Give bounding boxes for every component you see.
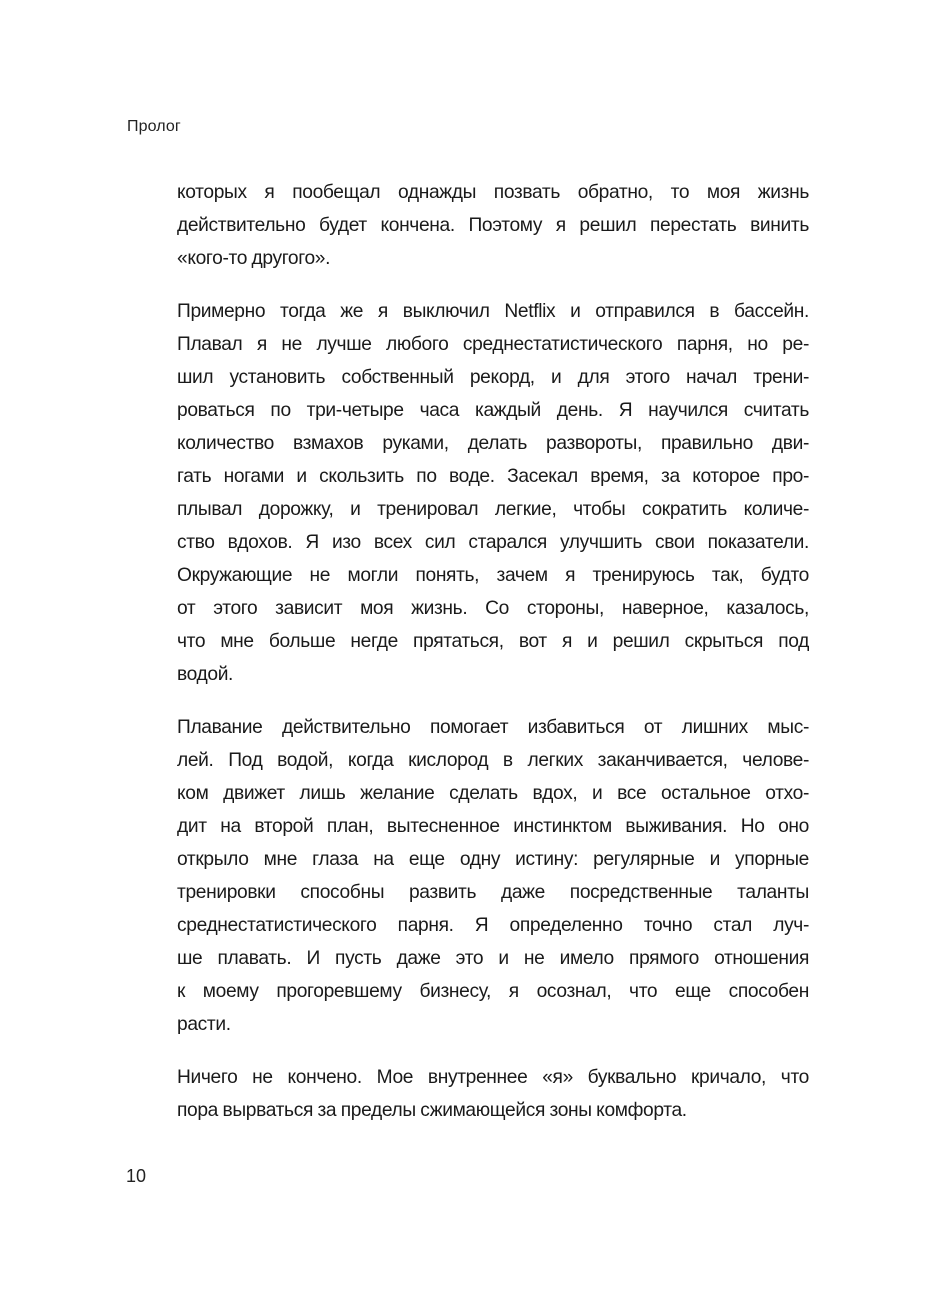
- text-line: дит на второй план, вытесненное инстинктом выживания. Но оно: [177, 816, 809, 837]
- text-line: Плавал я не лучше любого среднестатистического парня, но ре-: [177, 334, 809, 355]
- text-line: от этого зависит моя жизнь. Со стороны, наверное, казалось,: [177, 598, 809, 619]
- text-line: Ничего не кончено. Мое внутреннее «я» буквально кричало, что: [177, 1067, 809, 1088]
- paragraph: [177, 711, 809, 1041]
- text-line: пора вырваться за пределы сжимающейся зоны комфорта.: [177, 1100, 687, 1121]
- text-line: расти.: [177, 1014, 231, 1035]
- text-line: «кого-то другого».: [177, 248, 331, 269]
- text-line: тренировки способны развить даже посредственные таланты: [177, 882, 809, 903]
- text-line: которых я пообещал однажды позвать обратно, то моя жизнь: [177, 182, 809, 203]
- paragraph: [177, 295, 809, 691]
- text-line: количество взмахов руками, делать развороты, правильно дви-: [177, 433, 809, 454]
- text-line: ше плавать. И пусть даже это и не имело прямого отношения: [177, 948, 809, 969]
- page-number: 10: [126, 1166, 147, 1186]
- paragraph: [177, 1061, 809, 1127]
- text-line: роваться по три-четыре часа каждый день. Я научился считать: [177, 400, 809, 421]
- text-line: плывал дорожку, и тренировал легкие, чтобы сократить количе-: [177, 499, 809, 520]
- text-line: гать ногами и скользить по воде. Засекал время, за которое про-: [177, 466, 809, 487]
- text-line: лей. Под водой, когда кислород в легких заканчивается, челове-: [177, 750, 809, 771]
- running-head: Пролог: [127, 118, 181, 135]
- text-line: к моему прогоревшему бизнесу, я осознал, что еще способен: [177, 981, 809, 1002]
- text-line: что мне больше негде прятаться, вот я и решил скрыться под: [177, 631, 809, 652]
- text-line: ком движет лишь желание сделать вдох, и все остальное отхо-: [177, 783, 809, 804]
- body-text: [177, 176, 809, 1147]
- text-line: ство вдохов. Я изо всех сил старался улучшить свои показатели.: [177, 532, 809, 553]
- paragraph: [177, 176, 809, 275]
- text-line: Окружающие не могли понять, зачем я тренируюсь так, будто: [177, 565, 809, 586]
- text-line: Примерно тогда же я выключил Netflix и отправился в бассейн.: [177, 301, 809, 322]
- text-line: открыло мне глаза на еще одну истину: регулярные и упорные: [177, 849, 809, 870]
- text-line: среднестатистического парня. Я определенно точно стал луч-: [177, 915, 809, 936]
- text-line: Плавание действительно помогает избавиться от лишних мыс-: [177, 717, 809, 738]
- text-line: шил установить собственный рекорд, и для этого начал трени-: [177, 367, 809, 388]
- text-line: водой.: [177, 664, 234, 685]
- text-line: действительно будет кончена. Поэтому я решил перестать винить: [177, 215, 809, 236]
